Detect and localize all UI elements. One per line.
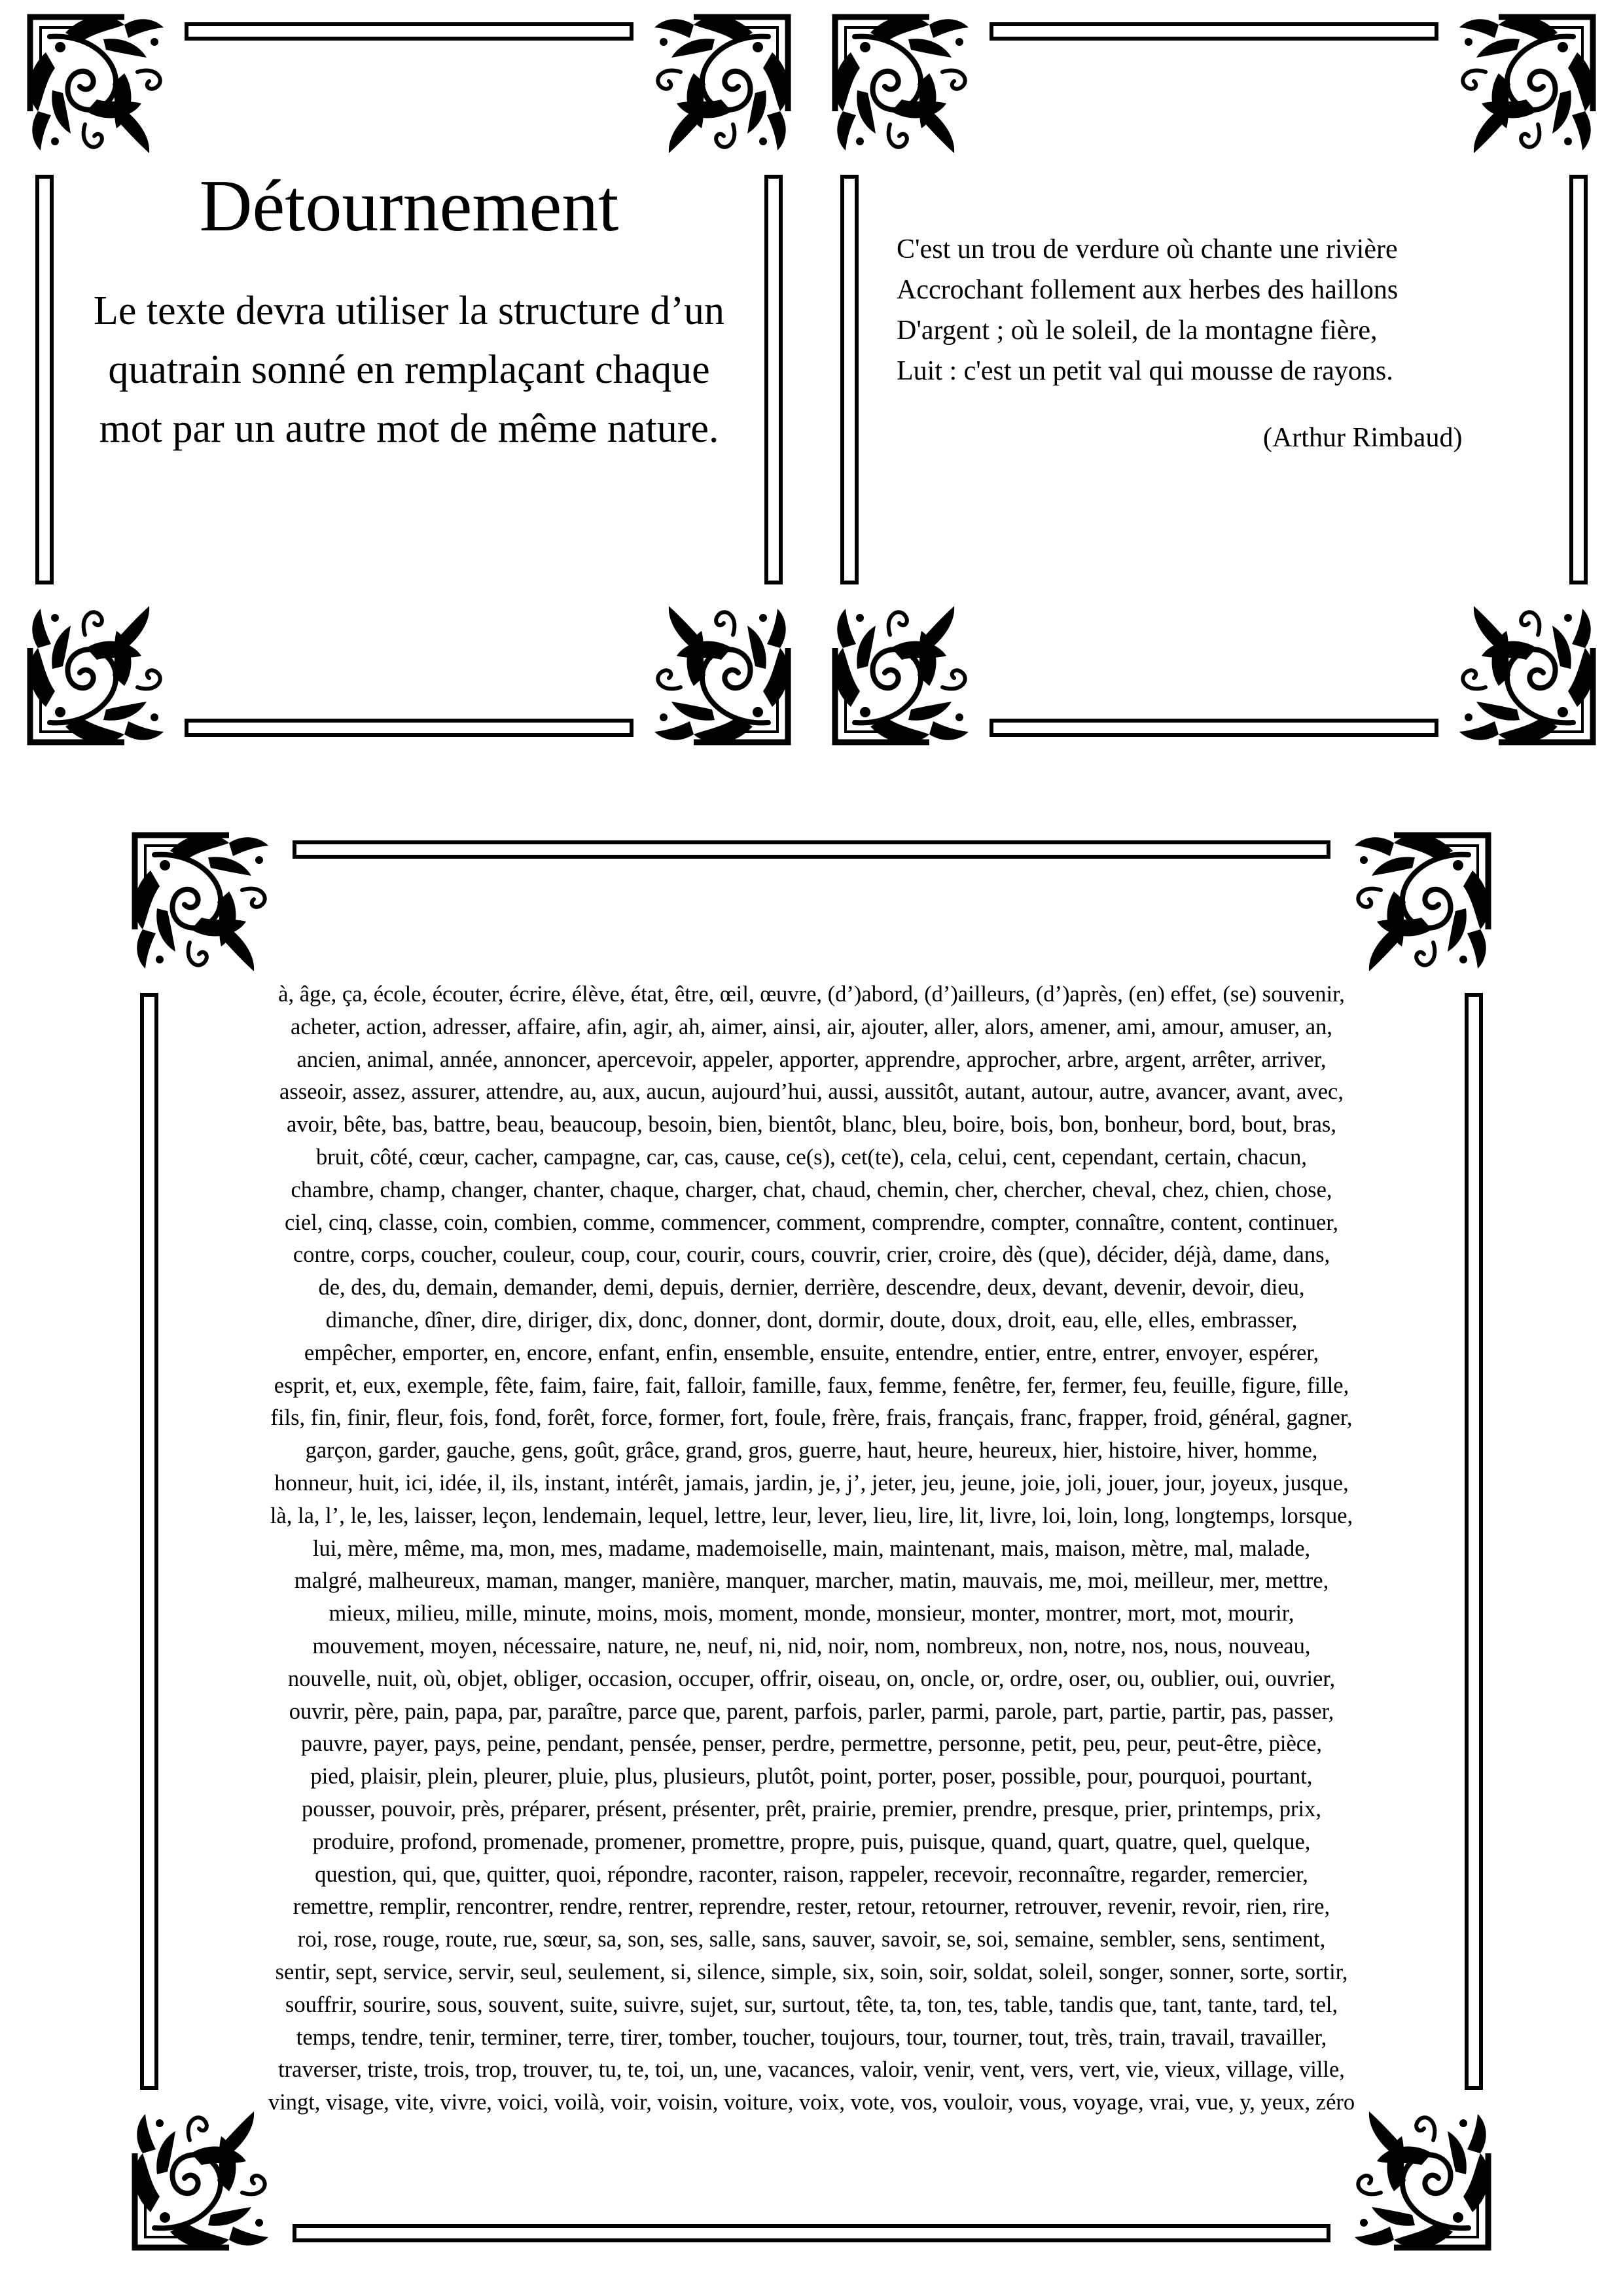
word-list-line: ciel, cinq, classe, coin, combien, comme, commencer, comment, comprendre, compter, connaître, content, continuer, (284, 1210, 1339, 1235)
poem-line: C'est un trou de verdure où chante une rivière (897, 234, 1398, 264)
word-list-line: garçon, garder, gauche, gens, goût, grâce, grand, gros, guerre, haut, heure, heureux, hier, histoire, hiver, homme, (305, 1438, 1318, 1463)
word-list-line: nouvelle, nuit, où, objet, obliger, occasion, occuper, offrir, oiseau, on, oncle, or, ordre, oser, ou, oublier, oui, ouvrier, (287, 1666, 1336, 1691)
poem (897, 229, 1558, 458)
poem-line: Luit : c'est un petit val qui mousse de rayons. (897, 356, 1393, 386)
word-list-line: pousser, pouvoir, près, préparer, présent, présenter, prêt, prairie, premier, prendre, presque, prier, printemps, prix, (301, 1796, 1321, 1821)
word-list-line: bruit, côté, cœur, cacher, campagne, car, cas, cause, ce(s), cet(te), cela, celui, cent, cependant, certain, chacun, (316, 1144, 1307, 1170)
word-list-card (131, 831, 1492, 2251)
word-list-line: de, des, du, demain, demander, demi, depuis, dernier, derrière, descendre, deux, devant, devenir, devoir, dieu, (318, 1275, 1305, 1300)
corner-ornament (134, 834, 268, 971)
word-list-line: ancien, animal, année, annoncer, apercevoir, appeler, apporter, apprendre, approcher, arbre, argent, arrêter, arriver, (296, 1047, 1327, 1072)
poem-line: D'argent ; où le soleil, de la montagne fière, (897, 315, 1378, 346)
word-list-line: là, la, l’, le, les, laisser, leçon, lendemain, lequel, lettre, leur, lever, lieu, lire, lit, livre, loi, loin, long, longtemps, lorsque, (270, 1503, 1353, 1528)
word-list-line: chambre, champ, changer, chanter, chaque, charger, chat, chaud, chemin, cher, chercher, cheval, chez, chien, chose, (291, 1177, 1332, 1202)
corner-ornament (654, 606, 789, 743)
word-list-line: sentir, sept, service, servir, seul, seulement, si, silence, simple, six, soin, soir, soldat, soleil, songer, sonner, sorte, sortir, (275, 1959, 1348, 1984)
corner-ornament (654, 16, 789, 153)
page-title: Détournement (199, 166, 619, 247)
word-list-line: temps, tendre, tenir, terminer, terre, tirer, tomber, toucher, toujours, tour, tourner, tout, très, train, travail, travailler, (296, 2024, 1327, 2050)
word-list-line: acheter, action, adresser, affaire, afin, agir, ah, aimer, ainsi, air, ajouter, aller, alors, amener, ami, amour, amuser, an, (291, 1014, 1332, 1039)
word-list-line: mouvement, moyen, nécessaire, nature, ne, neuf, ni, nid, noir, nom, nombreux, non, notre, nos, nous, nouveau, (312, 1633, 1311, 1659)
title-card (26, 13, 792, 746)
corner-ornament (134, 2111, 268, 2248)
poem-line: Accrochant follement aux herbes des haillons (897, 275, 1399, 305)
corner-ornament (1459, 606, 1594, 743)
word-list-line: produire, profond, promenade, promener, promettre, propre, puis, puisque, quand, quart, quatre, quel, quelque, (312, 1829, 1311, 1854)
word-list-line: malgré, malheureux, maman, manger, manière, manquer, marcher, matin, mauvais, me, moi, meilleur, mer, mettre, (294, 1568, 1329, 1594)
word-list-line: avoir, bête, bas, battre, beau, beaucoup, besoin, bien, bientôt, blanc, bleu, boire, bois, bon, bonheur, bord, bout, bras, (287, 1112, 1336, 1138)
instruction-text: Le texte devra utiliser la structure d’un quatrain sonné en remplaçant chaque mot par un autre mot de même nature. (93, 289, 725, 451)
poem-card (831, 13, 1597, 746)
word-list-line: contre, corps, coucher, couleur, coup, cour, courir, cours, couvrir, crier, croire, dès (que), décider, déjà, dame, dans, (293, 1242, 1330, 1268)
corner-ornament (29, 16, 164, 153)
word-list-line: souffrir, sourire, sous, souvent, suite, suivre, sujet, sur, surtout, tête, ta, ton, tes, table, tandis que, tant, tante, tard, tel, (285, 1992, 1338, 2017)
corner-ornament (1459, 16, 1594, 153)
corner-ornament (29, 606, 164, 743)
corner-ornament (834, 606, 969, 743)
word-list-line: pauvre, payer, pays, peine, pendant, pensée, penser, perdre, permettre, personne, petit, peu, peur, peut-être, pièce, (300, 1731, 1323, 1757)
word-list (183, 978, 1440, 2119)
word-list-line: lui, mère, même, ma, mon, mes, madame, mademoiselle, main, maintenant, mais, maison, mètre, mal, malade, (312, 1535, 1311, 1561)
corner-ornament (834, 16, 969, 153)
word-list-line: à, âge, ça, école, écouter, écrire, élève, état, être, œil, œuvre, (d’)abord, (d’)ailleurs, (d’)après, (en) effet, (se) souvenir, (278, 982, 1345, 1007)
word-list-line: esprit, et, eux, exemple, fête, faim, faire, fait, falloir, famille, faux, femme, fenêtre, fer, fermer, feu, feuille, figure, fille, (274, 1372, 1349, 1398)
word-list-line: ouvrir, père, pain, papa, par, paraître, parce que, parent, parfois, parler, parmi, parole, part, partie, partir, pas, passer, (289, 1698, 1334, 1724)
poem-attribution: (Arthur Rimbaud) (1263, 423, 1463, 453)
word-list-line: empêcher, emporter, en, encore, enfant, enfin, ensemble, ensuite, entendre, entier, entre, entrer, envoyer, espérer, (304, 1340, 1319, 1365)
word-list-line: traverser, triste, trois, trop, trouver, tu, te, toi, un, une, vacances, valoir, venir, vent, vers, vert, vie, vieux, village, ville, (278, 2057, 1345, 2083)
word-list-line: fils, fin, finir, fleur, fois, fond, forêt, force, former, fort, foule, frère, frais, français, franc, frapper, froid, général, gagner, (270, 1405, 1353, 1431)
word-list-line: asseoir, assez, assurer, attendre, au, aux, aucun, aujourd’hui, aussi, aussitôt, autant, autour, autre, avancer, avant, avec, (279, 1079, 1344, 1105)
word-list-line: pied, plaisir, plein, pleurer, pluie, plus, plusieurs, plutôt, point, porter, poser, possible, pour, pourquoi, pourtant, (310, 1764, 1313, 1789)
word-list-line: remettre, remplir, rencontrer, rendre, rentrer, reprendre, rester, retour, retourner, retrouver, revenir, revoir, rien, rire, (293, 1894, 1330, 1920)
corner-ornament (1355, 834, 1489, 971)
word-list-line: honneur, huit, ici, idée, il, ils, instant, intérêt, jamais, jardin, je, j’, jeter, jeu, jeune, joie, joli, jouer, jour, joyeux, jusque, (274, 1470, 1349, 1496)
word-list-line: question, qui, que, quitter, quoi, répondre, raconter, raison, rappeler, recevoir, reconnaître, regarder, remercier, (315, 1861, 1308, 1887)
word-list-line: vingt, visage, vite, vivre, voici, voilà, voir, voisin, voiture, voix, vote, vos, vouloir, vous, voyage, vrai, vue, y, yeux, zéro (268, 2090, 1355, 2115)
word-list-line: dimanche, dîner, dire, diriger, dix, donc, donner, dont, dormir, doute, doux, droit, eau, elle, elles, embrasser, (325, 1307, 1298, 1333)
word-list-line: mieux, milieu, mille, minute, moins, mois, moment, monde, monsieur, monter, montrer, mort, mot, mourir, (329, 1601, 1294, 1626)
word-list-line: roi, rose, rouge, route, rue, sœur, sa, son, ses, salle, sans, sauver, savoir, se, soi, semaine, sembler, sens, sentiment, (297, 1927, 1326, 1952)
corner-ornament (1355, 2111, 1489, 2248)
